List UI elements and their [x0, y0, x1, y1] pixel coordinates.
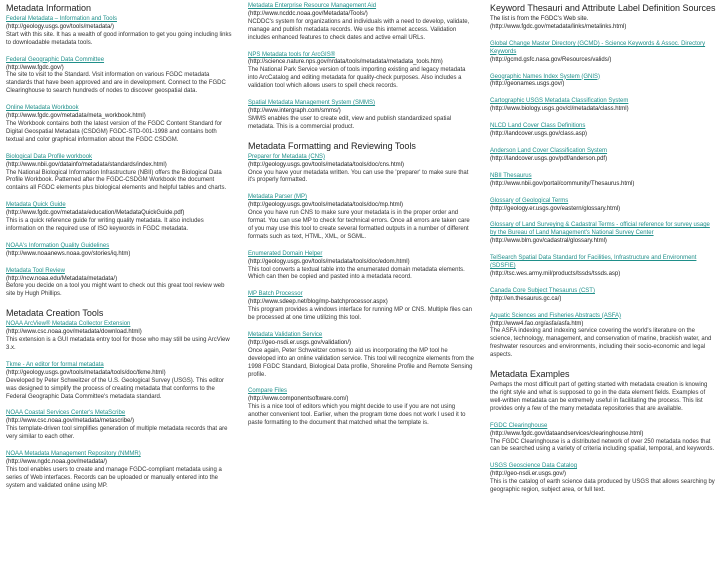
resource-link[interactable]: NOAA Metadata Management Repository (NMMR): [6, 451, 141, 458]
resource-link[interactable]: Anderson Land Cover Classification System: [490, 147, 608, 154]
resource-entry: [490, 463, 716, 495]
resource-entry: [490, 148, 716, 164]
resource-link[interactable]: Glossary of Land Surveying & Cadastral Terms - official reference for survey usage by the Bureau of Land Management's National Survey Center: [490, 222, 710, 237]
resource-description: Once again, Peter Schweitzer comes to aid us incorporating the MP tool he developed into an online validation service. This tool will recognize elements from the 1998 FGDC Standard, Biological Data profile, Shoreline Profile and Remote Sensing profile.: [248, 347, 475, 378]
resource-description: This is the catalog of earth science data produced by USGS that allows searching by geographic region, subject area, or full text.: [490, 479, 715, 494]
resource-url: (http://landcover.usgs.gov/class.asp): [490, 131, 588, 138]
resource-url: (http://www.componentsoftware.com/): [248, 396, 349, 403]
resource-entry: [6, 268, 232, 300]
keyword-entries: [490, 41, 716, 360]
resource-link[interactable]: NBII Thesaurus: [490, 172, 532, 179]
resource-url: (http://www.csc.noaa.gov/metadata/download.html): [6, 329, 142, 336]
resource-url: (http://geology.usgs.gov/tools/metadata/tools/doc/mp.html): [248, 202, 403, 209]
resource-entry: [248, 194, 474, 241]
resource-link[interactable]: Glossary of Geological Terms: [490, 197, 569, 204]
resource-link[interactable]: Online Metadata Workbook: [6, 105, 79, 112]
resource-description: Once you have your metadata written. You can use the 'preparer' to make sure that it's properly formatted.: [248, 169, 469, 184]
resource-url: (http://tsc.wes.army.mil/products/tssds/tssds.asp): [490, 270, 621, 277]
resource-url: (http://www.nbii.gov/datainfo/metadata/standards/index.html): [6, 161, 167, 168]
resource-description: NCDDC's system for organizations and individuals with a need to develop, validate, manage and publish metadata records. We use this internet access. Validation includes enhanced features to check dates and active email URLs.: [248, 18, 470, 41]
resource-url: (http://geology.usgs.gov/tools/metadata/): [6, 23, 114, 30]
metadata-information-heading: Metadata Information: [6, 3, 92, 13]
resource-url: (http://www.csc.noaa.gov/metadata/metascribe/): [6, 418, 135, 425]
resource-description: This template-driven tool simplifies generation of multiple metadata records that are very similar to each other.: [6, 426, 228, 441]
resource-description: This tool enables users to create and manage FGDC-compliant metadata using a series of Web interfaces. Records can be uploaded or manually entered into the system and validated online using MP.: [6, 466, 222, 489]
resource-link[interactable]: Tkme - An editor for formal metadata: [6, 361, 104, 368]
resource-url: (http://geology.usgs.gov/tools/metadata/tools/doc/edom.html): [248, 258, 410, 265]
resource-link[interactable]: NPS Metadata tools for ArcGIS®: [248, 51, 336, 58]
resource-url: (http://gcmd.gsfc.nasa.gov/Resources/valids/): [490, 56, 612, 63]
resource-link[interactable]: Preparer for Metadata (CNS): [248, 153, 326, 160]
resource-description: The FGDC Clearinghouse is a distributed network of over 250 metadata nodes that can be searched using a variety of criteria including spatial, temporal, and keywords.: [490, 438, 715, 453]
resource-entry: [6, 410, 232, 442]
resource-entry: [490, 98, 716, 114]
resource-entry: [248, 52, 474, 92]
resource-url: (http://geo-nsdi.er.usgs.gov/): [490, 471, 567, 478]
resource-entry: [6, 154, 232, 194]
resource-description: This extension is a GUI metadata entry tool for those who may still be using ArcView 3.x.: [6, 337, 230, 351]
example-entries: [490, 423, 716, 495]
resource-description: Start with this site. It has a wealth of good information to get you going including links to downloadable metadata tools.: [6, 31, 232, 46]
resource-url: (http://www.fgdc.gov/metadata/education/MetadataQuickGuide.pdf): [6, 210, 185, 217]
resource-url: (http://geology.usgs.gov/tools/metadata/tools/doc/cns.html): [248, 161, 404, 168]
resource-link[interactable]: Spatial Metadata Management System (SMMS): [248, 100, 376, 107]
resource-url: (http://ncw.noaa.edu/Metadata/metadata/): [6, 275, 118, 282]
resource-url: (http://science.nature.nps.gov/nrdata/tools/metadata/metadata_tools.htm): [248, 59, 443, 66]
examples-intro: [490, 382, 716, 414]
resource-entry: [490, 255, 716, 279]
resource-entry: [6, 321, 232, 353]
resource-entry: [6, 57, 232, 97]
resource-link[interactable]: NOAA ArcView® Metadata Collector Extension: [6, 321, 131, 328]
resource-entry: [248, 332, 474, 379]
resource-url: (http://www.biology.usgs.gov/cl/metadata/class.html): [490, 106, 629, 113]
resource-link[interactable]: Enumerated Domain Helper: [248, 250, 323, 257]
resource-url: (http://www.nbii.gov/portal/community/Thesaurus.html): [490, 180, 635, 187]
resource-url: (http://geonames.usgs.gov/): [490, 81, 565, 88]
resource-link[interactable]: Metadata Parser (MP): [248, 194, 308, 201]
resource-url: (http://landcover.usgs.gov/pdf/anderson.pdf): [490, 155, 608, 162]
resource-description: Before you decide on a tool you might want to check out this great tool review web site by Hugh Phillips.: [6, 283, 225, 298]
resource-link[interactable]: Compare Files: [248, 388, 288, 395]
column-right: [490, 3, 716, 504]
resource-entry: [248, 100, 474, 132]
info-entries: [6, 16, 232, 299]
resource-entry: [6, 243, 232, 259]
resource-entry: [6, 451, 232, 491]
tool-entries: [6, 321, 232, 490]
resource-entry: [490, 173, 716, 189]
resource-description: Once you have run CNS to make sure your metadata is in the proper order and format. You can use MP to check for technical errors. Once all errors are taken care of you may use this tool to create several formatted outputs in a number of different formats such as text, HTML, XML, or SGML.: [248, 210, 470, 240]
resource-link[interactable]: USGS Geoscience Data Catalog: [490, 463, 578, 470]
resource-entry: [490, 123, 716, 139]
resource-entry: [490, 41, 716, 65]
resource-link[interactable]: Geographic Names Index System (GNIS): [490, 73, 601, 80]
formatting-reviewing-heading: Metadata Formatting and Reviewing Tools: [248, 140, 416, 151]
resource-entry: [490, 198, 716, 214]
resource-description: SMMS enables the user to create edit, view and publish standardized spatial metadata. This is a commercial product.: [248, 115, 452, 130]
resource-link[interactable]: NOAA's Information Quality Guidelines: [6, 242, 110, 249]
resource-description: This program provides a windows interface for running MP or CNS. Multiple files can be processed at one time utilizing this tool.: [248, 307, 472, 322]
examples-intro-text: Perhaps the most difficult part of getting started with metadata creation is knowing the right style and what is supposed to go in the data element fields. Examples of well-written metadata can be extremely useful in facilitating the process. This list provides only a few of the many metadata repositories that are available.: [490, 382, 708, 412]
resource-entry: [248, 251, 474, 283]
resource-url: (http://www.noaanews.noaa.gov/stories/iq.htm): [6, 250, 131, 257]
tool-entries-continued: [248, 3, 474, 132]
resource-link[interactable]: FGDC Clearinghouse: [490, 422, 548, 429]
resource-entry: [6, 16, 232, 48]
resource-entry: [248, 291, 474, 323]
resource-entry: [6, 362, 232, 402]
resource-url: (http://geo-nsdi.er.usgs.gov/validation/): [248, 339, 352, 346]
resource-description: This is a quick reference guide for writing quality metadata. It also includes information on the required use of ISO keywords in FGDC metadata.: [6, 218, 204, 232]
resource-entry: [490, 222, 716, 246]
resource-link[interactable]: Aquatic Sciences and Fisheries Abstracts (ASFA): [490, 312, 622, 319]
resource-entry: [490, 288, 716, 304]
resource-url: (http://www.fgdc.gov/): [6, 64, 64, 71]
metadata-examples-heading: Metadata Examples: [490, 369, 570, 380]
resource-url: (http://geology.usgs.gov/tools/metadata/tools/doc/tkme.html): [6, 369, 166, 376]
resource-description: The National Biological Information Infrastructure (NBII) offers the Biological Data Profile Workbook. Patterned after the FGDC-CSDGM Workbook the document contains all FGDC elements plus biological elements and helpful tables and charts.: [6, 169, 227, 192]
resource-entry: [490, 313, 716, 360]
resource-url: (http://www.intergraph.com/smms/): [248, 107, 341, 114]
resource-entry: [490, 423, 716, 455]
keyword-thesauri-heading: Keyword Thesauri and Attribute Label Definition Sources: [490, 3, 716, 13]
resource-link[interactable]: Cartographic USGS Metadata Classification System: [490, 98, 629, 105]
keyword-source-note: [490, 16, 716, 32]
resource-link[interactable]: Metadata Enterprise Resource Management Aid: [248, 3, 377, 9]
column-middle: [248, 3, 474, 437]
resource-description: The site to visit to the Standard. Visit information on various FGDC metadata standards that have been approved and are in development. Connect to the FGDC Clearinghouse to search hundreds of nodes to discover geospatial data.: [6, 72, 226, 95]
resource-description: The ASFA indexing and indexing service covering the world's literature on the science, technology, management, and conservation of marine, brackish water, and freshwater resources and environments, including their socio-economic and legal aspects.: [490, 328, 712, 359]
resource-url: (http://www.fgdc.gov/dataandservices/clearinghouse.html): [490, 430, 644, 437]
resource-url: (http://www4.fao.org/asfa/asfa.htm): [490, 320, 584, 327]
resource-link[interactable]: Metadata Tool Review: [6, 267, 65, 274]
resource-entry: [490, 74, 716, 90]
resource-url: (http://www.fgdc.gov/metadata/meta_workbook.html): [6, 113, 146, 120]
resource-link[interactable]: Federal Metadata – Information and Tools: [6, 16, 117, 22]
resource-link[interactable]: Global Change Master Directory (GCMD) - Science Keywords & Assoc. Directory Keywords: [490, 40, 706, 55]
column-left: [6, 3, 232, 500]
resource-link[interactable]: Metadata Quick Guide: [6, 202, 66, 209]
resource-url: (http://www.ngdc.noaa.gov/metadata/): [6, 458, 108, 465]
review-entries: [248, 154, 474, 428]
resource-description: This tool converts a textual table into the enumerated domain metadata elements. Which can then be copied and pasted into a metadata record.: [248, 266, 465, 281]
keyword-source-sub: The list is from the FGDC's Web site.: [490, 16, 589, 22]
resource-entry: [248, 388, 474, 428]
resource-link[interactable]: TelSearch Spatial Data Standard for Facilities, Infrastructure and Environment (SDSFIE): [490, 255, 697, 270]
resource-link[interactable]: NOAA Coastal Services Center's MetaScribe: [6, 410, 126, 417]
resource-description: The Workbook contains both the latest version of the FGDC Content Standard for Digital Geospatial Metadata (CSDGM) FGDC-STD-001-1998 and contains both textual and color graphical information about the FGDC CSDGM.: [6, 120, 223, 143]
resource-entry: [6, 202, 232, 234]
resource-link[interactable]: Canada Core Subject Thesaurus (CST): [490, 287, 595, 294]
resource-url: (http://www.blm.gov/cadastral/glossary.html): [490, 238, 607, 245]
resource-url: (http://www.sdeep.net/blog/mp-batchprocessor.aspx): [248, 299, 388, 306]
resource-description: The National Park Service version of tools importing existing and legacy metadata into ArcCatalog and editing metadata for quality-check purposes. Also includes a validation tool which allows users to spell check records.: [248, 67, 466, 90]
resource-entry: [6, 105, 232, 145]
resource-link[interactable]: Biological Data Profile workbook: [6, 153, 93, 160]
resource-description: Developed by Peter Schweitzer of the U.S. Geological Survey (USGS). This editor was designed to simplify the process of creating metadata that conforms to the Federal Geographic Data Committee's metadata standard.: [6, 377, 224, 400]
resource-url: (http://en.thesaurus.gc.ca/): [490, 295, 562, 302]
resource-link[interactable]: MP Batch Processor: [248, 291, 303, 298]
metadata-creation-tools-heading: Metadata Creation Tools: [6, 308, 104, 319]
resource-link[interactable]: NLCD Land Cover Class Definitions: [490, 123, 586, 130]
resource-entry: [248, 3, 474, 43]
resource-link[interactable]: Metadata Validation Service: [248, 332, 323, 338]
resource-link[interactable]: Federal Geographic Data Committee: [6, 56, 105, 63]
resource-url: (http://www.ncddc.noaa.gov/Metadata/Tools/): [248, 10, 368, 17]
resource-entry: [248, 154, 474, 186]
keyword-source-url: (http://www.fgdc.gov/metadata/links/metalinks.html): [490, 23, 627, 30]
resource-url: (http://geology.er.usgs.gov/eastern/glossary.html): [490, 205, 621, 212]
resource-description: This is a nice tool of editors which you might decide to use if you are not using another convenient tool. Earlier, when the program tkme does not work I used it to paste formatting to the document that matched what the template is.: [248, 404, 466, 427]
